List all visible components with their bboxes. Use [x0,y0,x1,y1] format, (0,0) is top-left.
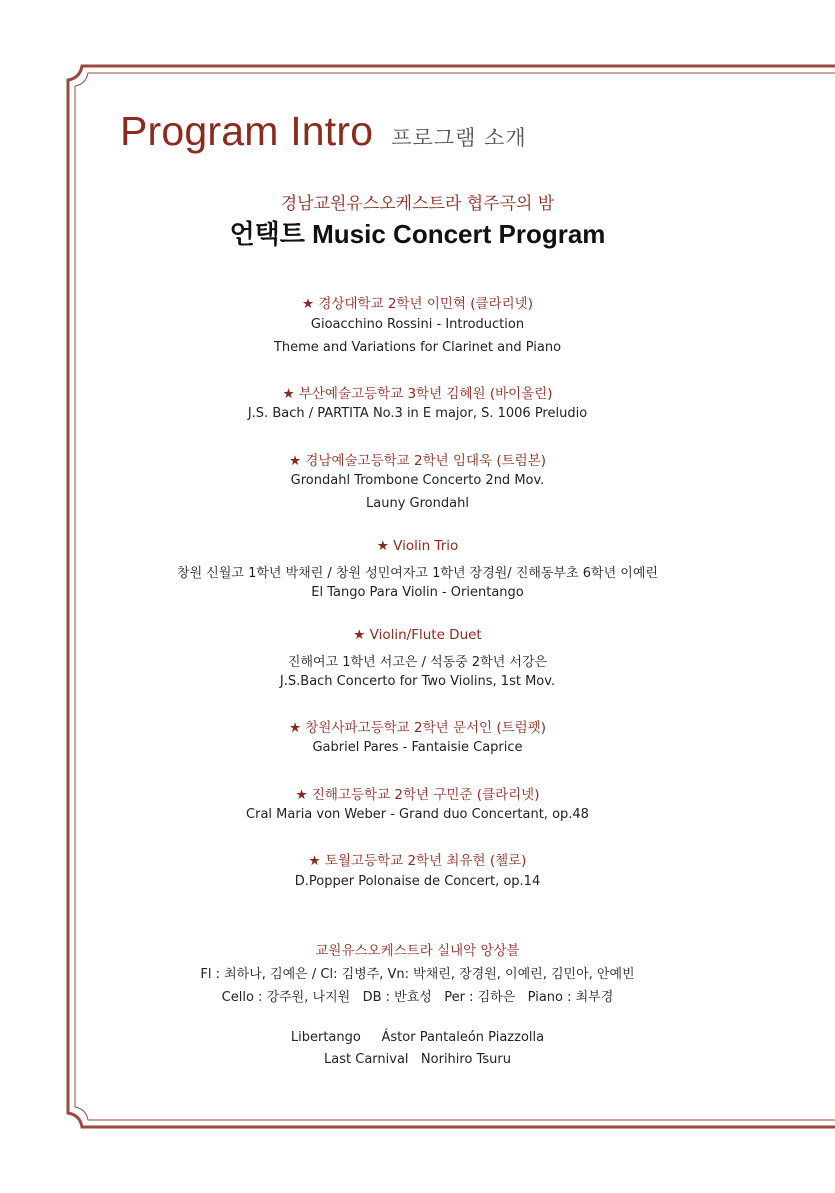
program-4-line-1: 창원 신월고 1학년 박채린 / 창원 성민여자고 1학년 장경원/ 진해동부초 6학년 이예린 [177,566,658,581]
program-6-line-1: Gabriel Pares - Fantaisie Caprice [312,740,523,755]
program-2-performer: ★ 부산예술고등학교 3학년 김혜원 (바이올린) [282,386,553,402]
ensemble-title: 교원유스오케스트라 실내악 앙상블 [315,943,520,959]
program-6-performer: ★ 창원사파고등학교 2학년 문서인 (트럼펫) [288,720,547,736]
program-7-performer: ★ 진해고등학교 2학년 구민준 (클라리넷) [295,787,540,803]
ensemble-piece-2: Last Carnival Norihiro Tsuru [324,1052,511,1067]
program-5-line-2: J.S.Bach Concerto for Two Violins, 1st Mov. [279,674,556,689]
program-3-line-1: Grondahl Trombone Concerto 2nd Mov. [290,473,545,488]
concert-subtitle: 경남교원유스오케스트라 협주곡의 밤 [280,194,555,214]
program-4-performer: ★ Violin Trio [376,538,459,554]
program-3-line-2: Launy Grondahl [366,496,469,511]
ensemble-piece-1: Libertango Ástor Pantaleón Piazzolla [290,1030,545,1045]
page-title-row [120,108,527,155]
concert-title: 언택트 Music Concert Program [229,219,606,249]
page-title: Program Intro [120,108,374,154]
page-title-korean: 프로그램 소개 [391,126,527,150]
program-1-line-1: Gioacchino Rossini - Introduction [310,317,525,332]
ensemble-members-2: Cello : 강주원, 나지원 DB : 반효성 Per : 김하은 Piano : 최부경 [221,990,614,1005]
program-2-line-1: J.S. Bach / PARTITA No.3 in E major, S. 1006 Preludio [247,406,588,421]
ensemble-members-1: Fl : 최하나, 김예은 / Cl: 김병주, Vn: 박채린, 장경원, 이예린, 김민아, 안예빈 [200,967,635,982]
program-5-line-1: 진해여고 1학년 서고은 / 석동중 2학년 서강은 [287,655,548,670]
program-3-performer: ★ 경남예술고등학교 2학년 임대욱 (트럼본) [288,453,547,469]
program-7-line-1: Cral Maria von Weber - Grand duo Concertant, op.48 [246,807,589,822]
program-8-performer: ★ 토월고등학교 2학년 최유현 (첼로) [308,853,527,869]
program-8-line-1: D.Popper Polonaise de Concert, op.14 [294,874,541,889]
program-4-line-2: El Tango Para Violin - Orientango [311,585,524,600]
program-1-line-2: Theme and Variations for Clarinet and Piano [273,340,562,355]
program-5-performer: ★ Violin/Flute Duet [353,627,482,643]
program-1-performer: ★ 경상대학교 2학년 이민혁 (클라리넷) [302,296,533,312]
